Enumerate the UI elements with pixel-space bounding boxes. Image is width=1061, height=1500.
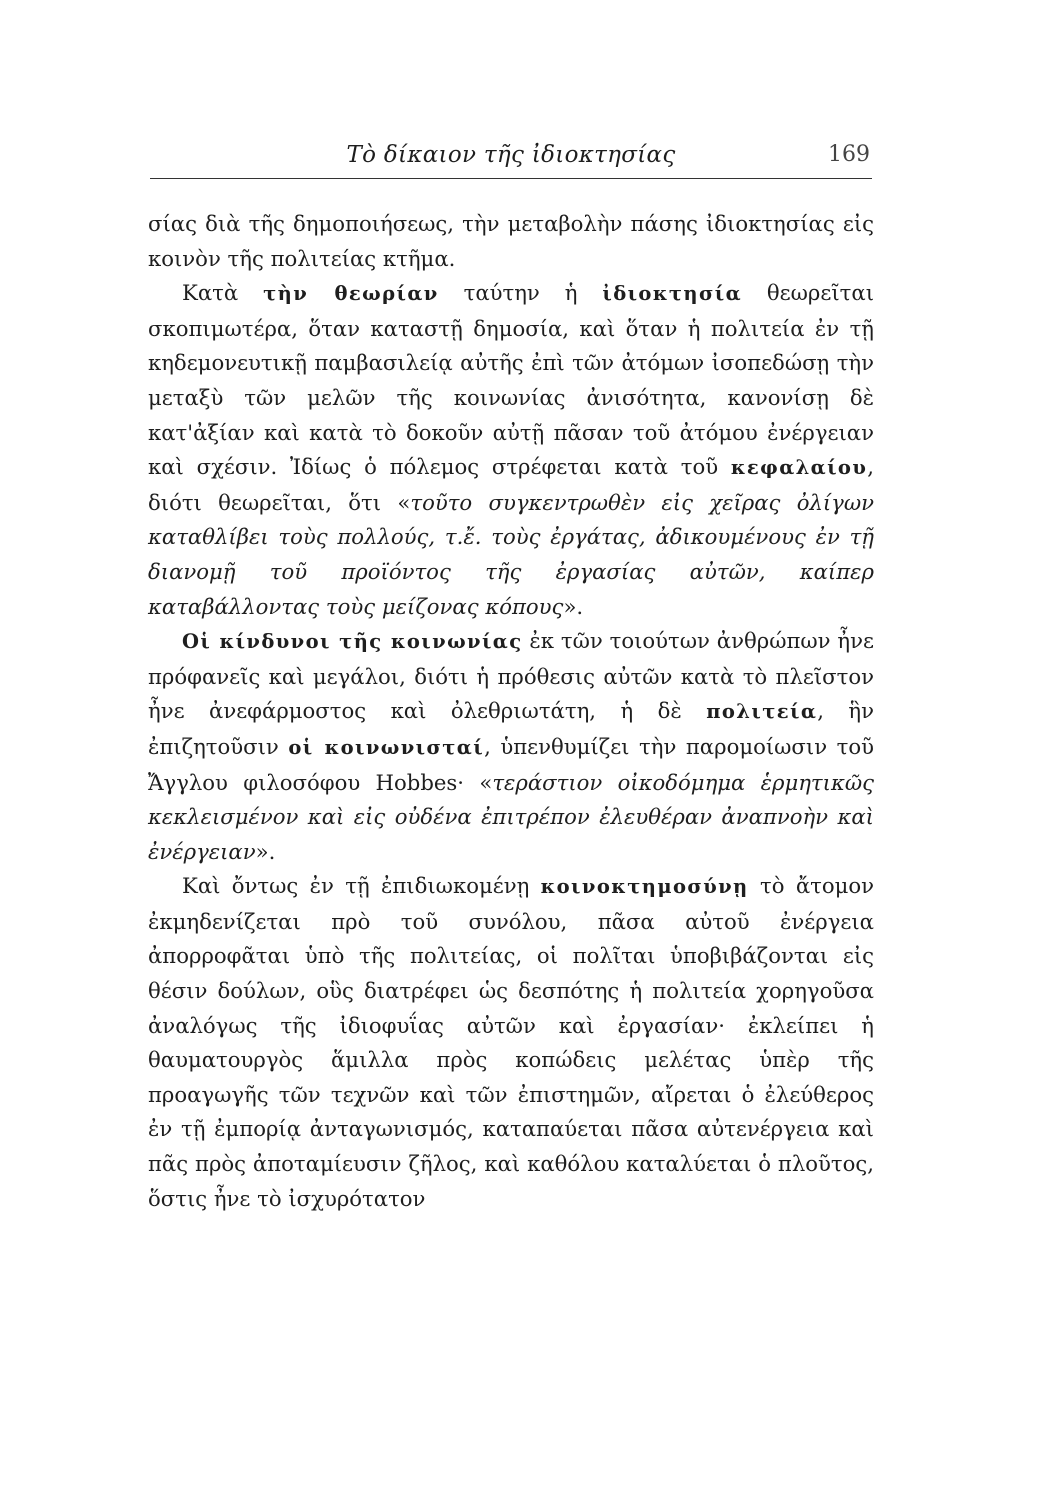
text-run: Καὶ ὄντως ἐν τῇ ἐπιδιωκομένῃ <box>182 873 541 899</box>
text-run: πολιτεία <box>706 700 818 724</box>
paragraph-3 <box>148 624 874 869</box>
text-run: Κατὰ <box>182 280 264 306</box>
text-run: τὸ ἄτομον ἐκμηδενίζεται πρὸ τοῦ συνόλου, πᾶσα αὐτοῦ ἐνέργεια ἀπορροφᾶται ὑπὸ τῆς πολιτείας, οἱ πολῖται ὑποβιβάζονται εἰς θέσιν δούλων, οὓς διατρέφει ὡς δεσπότης ἡ πολιτεία χορηγοῦσα ἀναλόγως τῆς ἰδιοφυΐας αὐτῶν καὶ ἐργασίαν· ἐκλείπει ἡ θαυματουργὸς ἅμιλλα πρὸς κοπώδεις μελέτας ὑπὲρ τῆς προαγωγῆς τῶν τεχνῶν καὶ τῶν ἐπιστημῶν, αἴρεται ὁ ἐλεύθερος ἐν τῇ ἐμπορίᾳ ἀνταγωνισμός, καταπαύεται πᾶσα αὐτενέργεια καὶ πᾶς πρὸς ἀποταμίευσιν ζῆλος, καὶ καθόλου καταλύεται ὁ πλοῦτος, ὅστις ἦνε τὸ ἰσχυρότατον <box>148 873 875 1211</box>
paragraph-2 <box>148 276 874 624</box>
text-run: θεωρεῖται σκοπιμωτέρα, ὅταν καταστῇ δημοσία, καὶ ὅταν ἡ πολιτεία ἐν τῇ κηδεμονευτικῇ παμβασιλείᾳ αὐτῆς ἐπὶ τῶν ἀτόμων ἰσοπεδώσῃ τὴν μεταξὺ τῶν μελῶν τῆς κοινωνίας ἀνισότητα, κανονίσῃ δὲ κατ'ἀξίαν καὶ κατὰ τὸ δοκοῦν αὐτῇ πᾶσαν τοῦ ἀτόμου ἐνέργειαν καὶ σχέσιν. Ἰδίως ὁ πόλεμος στρέφεται κατὰ τοῦ <box>148 280 874 480</box>
text-run: τὴν θεωρίαν <box>263 282 439 306</box>
text-run: , ἣν ἐπιζητοῦσιν <box>148 698 875 759</box>
text-run: ». <box>563 593 584 619</box>
text-run: , ὑπενθυμίζει τὴν παρομοίωσιν τοῦ Ἄγγλου φιλοσόφου Hobbes· « <box>148 733 874 795</box>
text-run: ἐκ τῶν τοιούτων ἀνθρώπων ἦνε πρόφανεῖς καὶ μεγάλοι, διότι ἡ πρόθεσις αὐτῶν κατὰ τὸ πλεῖστον ἦνε ἀνεφάρμοστος καὶ ὀλεθριωτάτη, ἡ δὲ <box>148 628 874 724</box>
text-run: ἰδιοκτησία <box>602 282 742 306</box>
paragraph-1 <box>148 207 874 276</box>
text-run: οἱ κοινωνισταί <box>288 735 485 759</box>
paragraph-4 <box>148 869 874 1216</box>
text-run: κεφαλαίου <box>730 456 868 480</box>
text-run: τεράστιον οἰκοδόμημα ἑρμητικῶς κεκλεισμένον καὶ εἰς οὐδένα ἐπιτρέπον ἐλευθέραν ἀναπνοὴν καὶ ἐνέργειαν <box>148 769 874 864</box>
text-run: κοινοκτημοσύνῃ <box>540 875 749 899</box>
text-run: ταύτην ἡ <box>438 280 603 306</box>
page-header <box>150 138 872 179</box>
text-run: τοῦτο συγκεντρωθὲν εἰς χεῖρας ὀλίγων καταθλίβει τοὺς πολλούς, τ.ἔ. τοὺς ἐργάτας, ἀδικουμένους ἐν τῇ διανομῇ τοῦ προϊόντος τῆς ἐργασίας αὐτῶν, καίπερ καταβάλλοντας τοὺς μείζονας κόπους <box>148 489 875 619</box>
running-head-title: Τὸ δίκαιον τῆς ἰδιοκτησίας <box>346 142 676 168</box>
text-run: σίας διὰ τῆς δημοποιήσεως, τὴν μεταβολὴν πάσης ἰδιοκτησίας εἰς κοινὸν τῆς πολιτείας κτῆμα. <box>148 211 874 271</box>
text-run: Οἱ κίνδυνοι τῆς κοινωνίας <box>182 630 523 654</box>
page-number: 169 <box>828 142 870 167</box>
text-run: , διότι θεωρεῖται, ὅτι « <box>148 454 874 515</box>
body-text <box>148 207 874 1216</box>
text-run: ». <box>255 838 276 864</box>
